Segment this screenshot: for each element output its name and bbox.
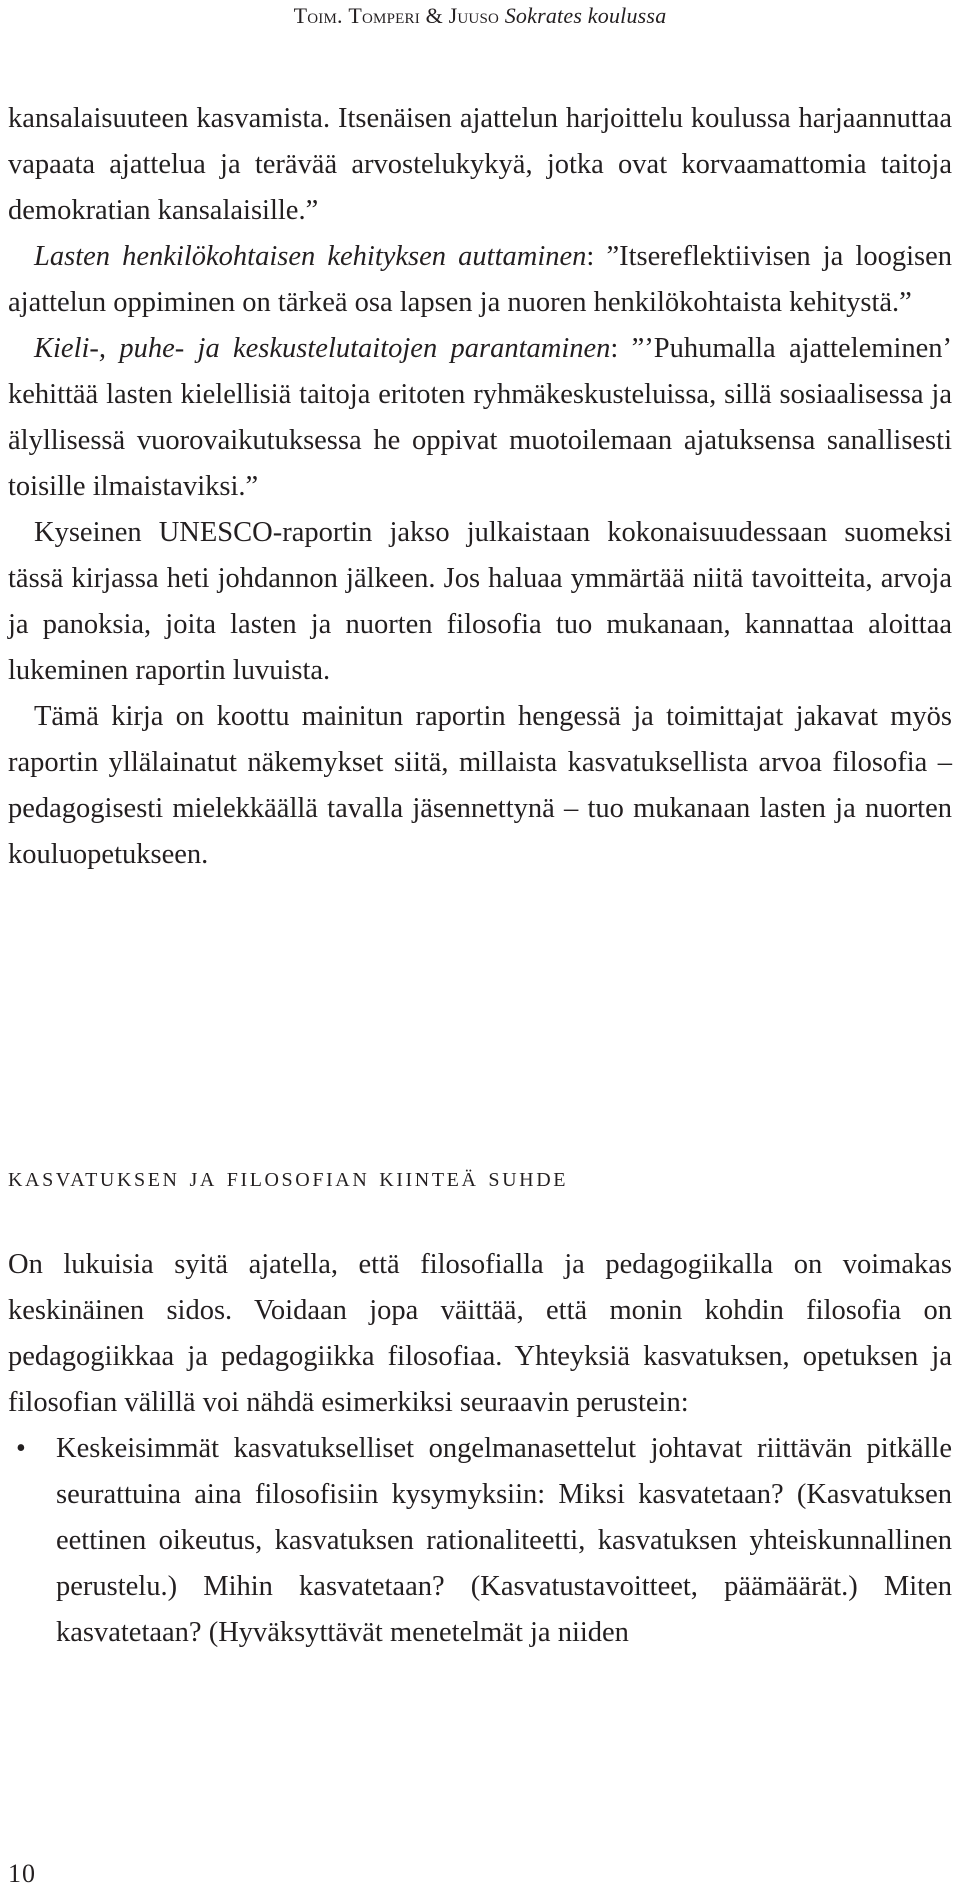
paragraph-personal-development: [8, 234, 952, 326]
paragraph-unesco-report: Kyseinen UNESCO-raportin jakso julkaistaan kokonaisuudessaan suomeksi tässä kirjassa heti johdannon jälkeen. Jos haluaa ymmärtää niitä tavoitteita, arvoja ja panoksia, joita lasten ja nuorten filosofia tuo mukanaan, kannattaa aloittaa lukeminen raportin luvuista.: [8, 517, 952, 686]
bullet-item: [8, 1426, 952, 1656]
running-head-book-title: Sokrates koulussa: [504, 3, 667, 28]
paragraph-quote: : ”’Puhumalla ajatteleminen’ kehittää lasten kielellisiä taitoja eritoten ryhmäkeskusteluissa, sillä sosiaalisessa ja älyllisessä vuorovaikutuksessa he oppivat muotoilemaan ajatuksensa sanallisesti toisille ilmaistaviksi.”: [8, 333, 952, 502]
bullet-item-text: Keskeisimmät kasvatukselliset ongelmanasettelut johtavat riittävän pitkälle seurattuina aina filosofisiin kysymyksiin: Miksi kasvatetaan? (Kasvatuksen eettinen oikeutus, kasvatuksen rationaliteetti, kasvatuksen yhteiskunnallinen perustelu.) Mihin kasvatetaan? (Kasvatustavoitteet, päämäärät.) Miten kasvatetaan? (Hyväksyttävät menetelmät ja niiden: [56, 1433, 952, 1648]
section-heading: kasvatuksen ja filosofian kiinteä suhde: [8, 1161, 569, 1193]
body-text-section: [8, 1242, 952, 1656]
bullet-icon: •: [16, 1433, 26, 1464]
paragraph-book-intro: Tämä kirja on koottu mainitun raportin hengessä ja toimittajat jakavat myös raportin yllälainatut näkemykset siitä, millaista kasvatuksellista arvoa filosofia – pedagogisesti mielekkäällä tavalla jäsennettynä – tuo mukanaan lasten ja nuorten kouluopetukseen.: [8, 701, 952, 870]
paragraph-language-skills: [8, 326, 952, 510]
paragraph-lead-in: Kieli-, puhe- ja keskustelutaitojen parantaminen: [34, 333, 611, 364]
paragraph-quote: : ”Itsereflektiivisen ja loogisen ajattelun oppiminen on tärkeä osa lapsen ja nuoren henkilökohtaista kehitystä.”: [8, 241, 952, 318]
running-head-prefix: Toim.: [293, 3, 343, 28]
page-number: 10: [8, 1859, 36, 1888]
running-head-authors: Tomperi & Juuso: [348, 3, 500, 28]
paragraph-continued: kansalaisuuteen kasvamista. Itsenäisen ajattelun harjoittelu koulussa harjaannuttaa vapaata ajattelua ja terävää arvostelukykyä, jotka ovat korvaamattomia taitoja demokratian kansalaisille.”: [8, 103, 952, 226]
body-text-top: [8, 96, 952, 878]
paragraph-lead-in: Lasten henkilökohtaisen kehityksen auttaminen: [34, 241, 587, 272]
running-head: [0, 0, 960, 32]
bullet-list: [8, 1426, 952, 1656]
section-paragraph: On lukuisia syitä ajatella, että filosofialla ja pedagogiikalla on voimakas keskinäinen sidos. Voidaan jopa väittää, että monin kohdin filosofia on pedagogiikkaa ja pedagogiikka filosofiaa. Yhteyksiä kasvatuksen, opetuksen ja filosofian välillä voi nähdä esimerkiksi seuraavin perustein:: [8, 1249, 952, 1418]
